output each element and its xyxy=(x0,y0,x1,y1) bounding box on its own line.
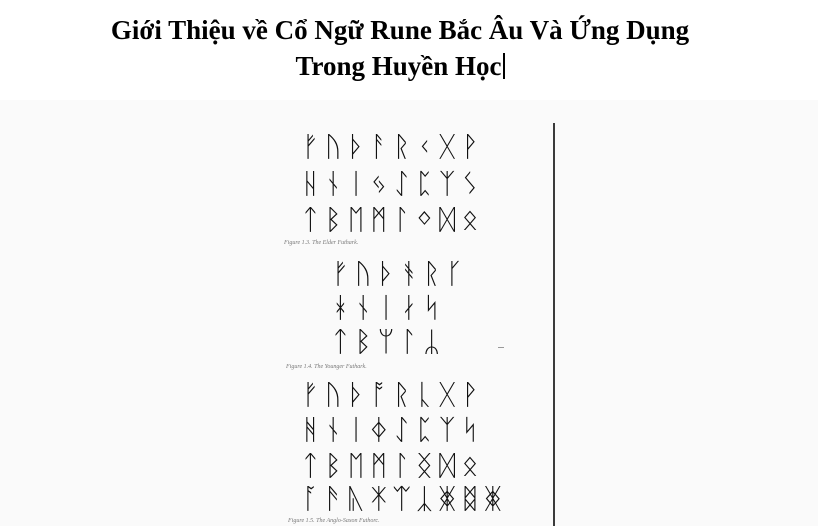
younger-futhark-row-1: ᚠᚢᚦᚬᚱᚴ xyxy=(332,257,469,290)
anglo-saxon-row-1: ᚠᚢᚦᚩᚱᚳᚷᚹ xyxy=(302,378,485,411)
elder-futhark-row-3: ᛏᛒᛖᛗᛚᛜᛞᛟ xyxy=(302,203,485,236)
anglo-saxon-row-3: ᛏᛒᛖᛗᛚᛝᛞᛟ xyxy=(302,449,485,482)
page-margin-line xyxy=(553,123,555,526)
younger-futhark-row-2: ᚼᚾᛁᛅᛋ xyxy=(332,291,447,324)
younger-futhark-row-3: ᛏᛒᛘᛚᛦ xyxy=(332,325,447,358)
anglo-saxon-row-4: ᚪᚫᚣᛡᛠᛣᛤᛥᛤ xyxy=(302,482,508,515)
anglo-saxon-caption: Figure 1.5. The Anglo-Saxon Futhorc. xyxy=(288,518,380,524)
title-line-2 xyxy=(0,48,800,84)
page-title xyxy=(0,12,800,84)
elder-futhark-row-1: ᚠᚢᚦᚨᚱᚲᚷᚹ xyxy=(302,130,485,163)
text-cursor xyxy=(503,53,505,79)
title-line-1: Giới Thiệu về Cổ Ngữ Rune Bắc Âu Và Ứng Dụng xyxy=(110,15,690,45)
younger-futhark-caption: Figure 1.4. The Younger Futhark. xyxy=(286,364,367,370)
elder-futhark-caption: Figure 1.3. The Elder Futhark. xyxy=(284,240,359,246)
margin-mark xyxy=(498,347,504,348)
title-line-2-text: Trong Huyền Học xyxy=(295,51,502,81)
elder-futhark-row-2: ᚺᚾᛁᛃᛇᛈᛉᛊ xyxy=(302,167,485,200)
anglo-saxon-row-2: ᚻᚾᛁᛄᛇᛈᛉᛋ xyxy=(302,413,485,446)
